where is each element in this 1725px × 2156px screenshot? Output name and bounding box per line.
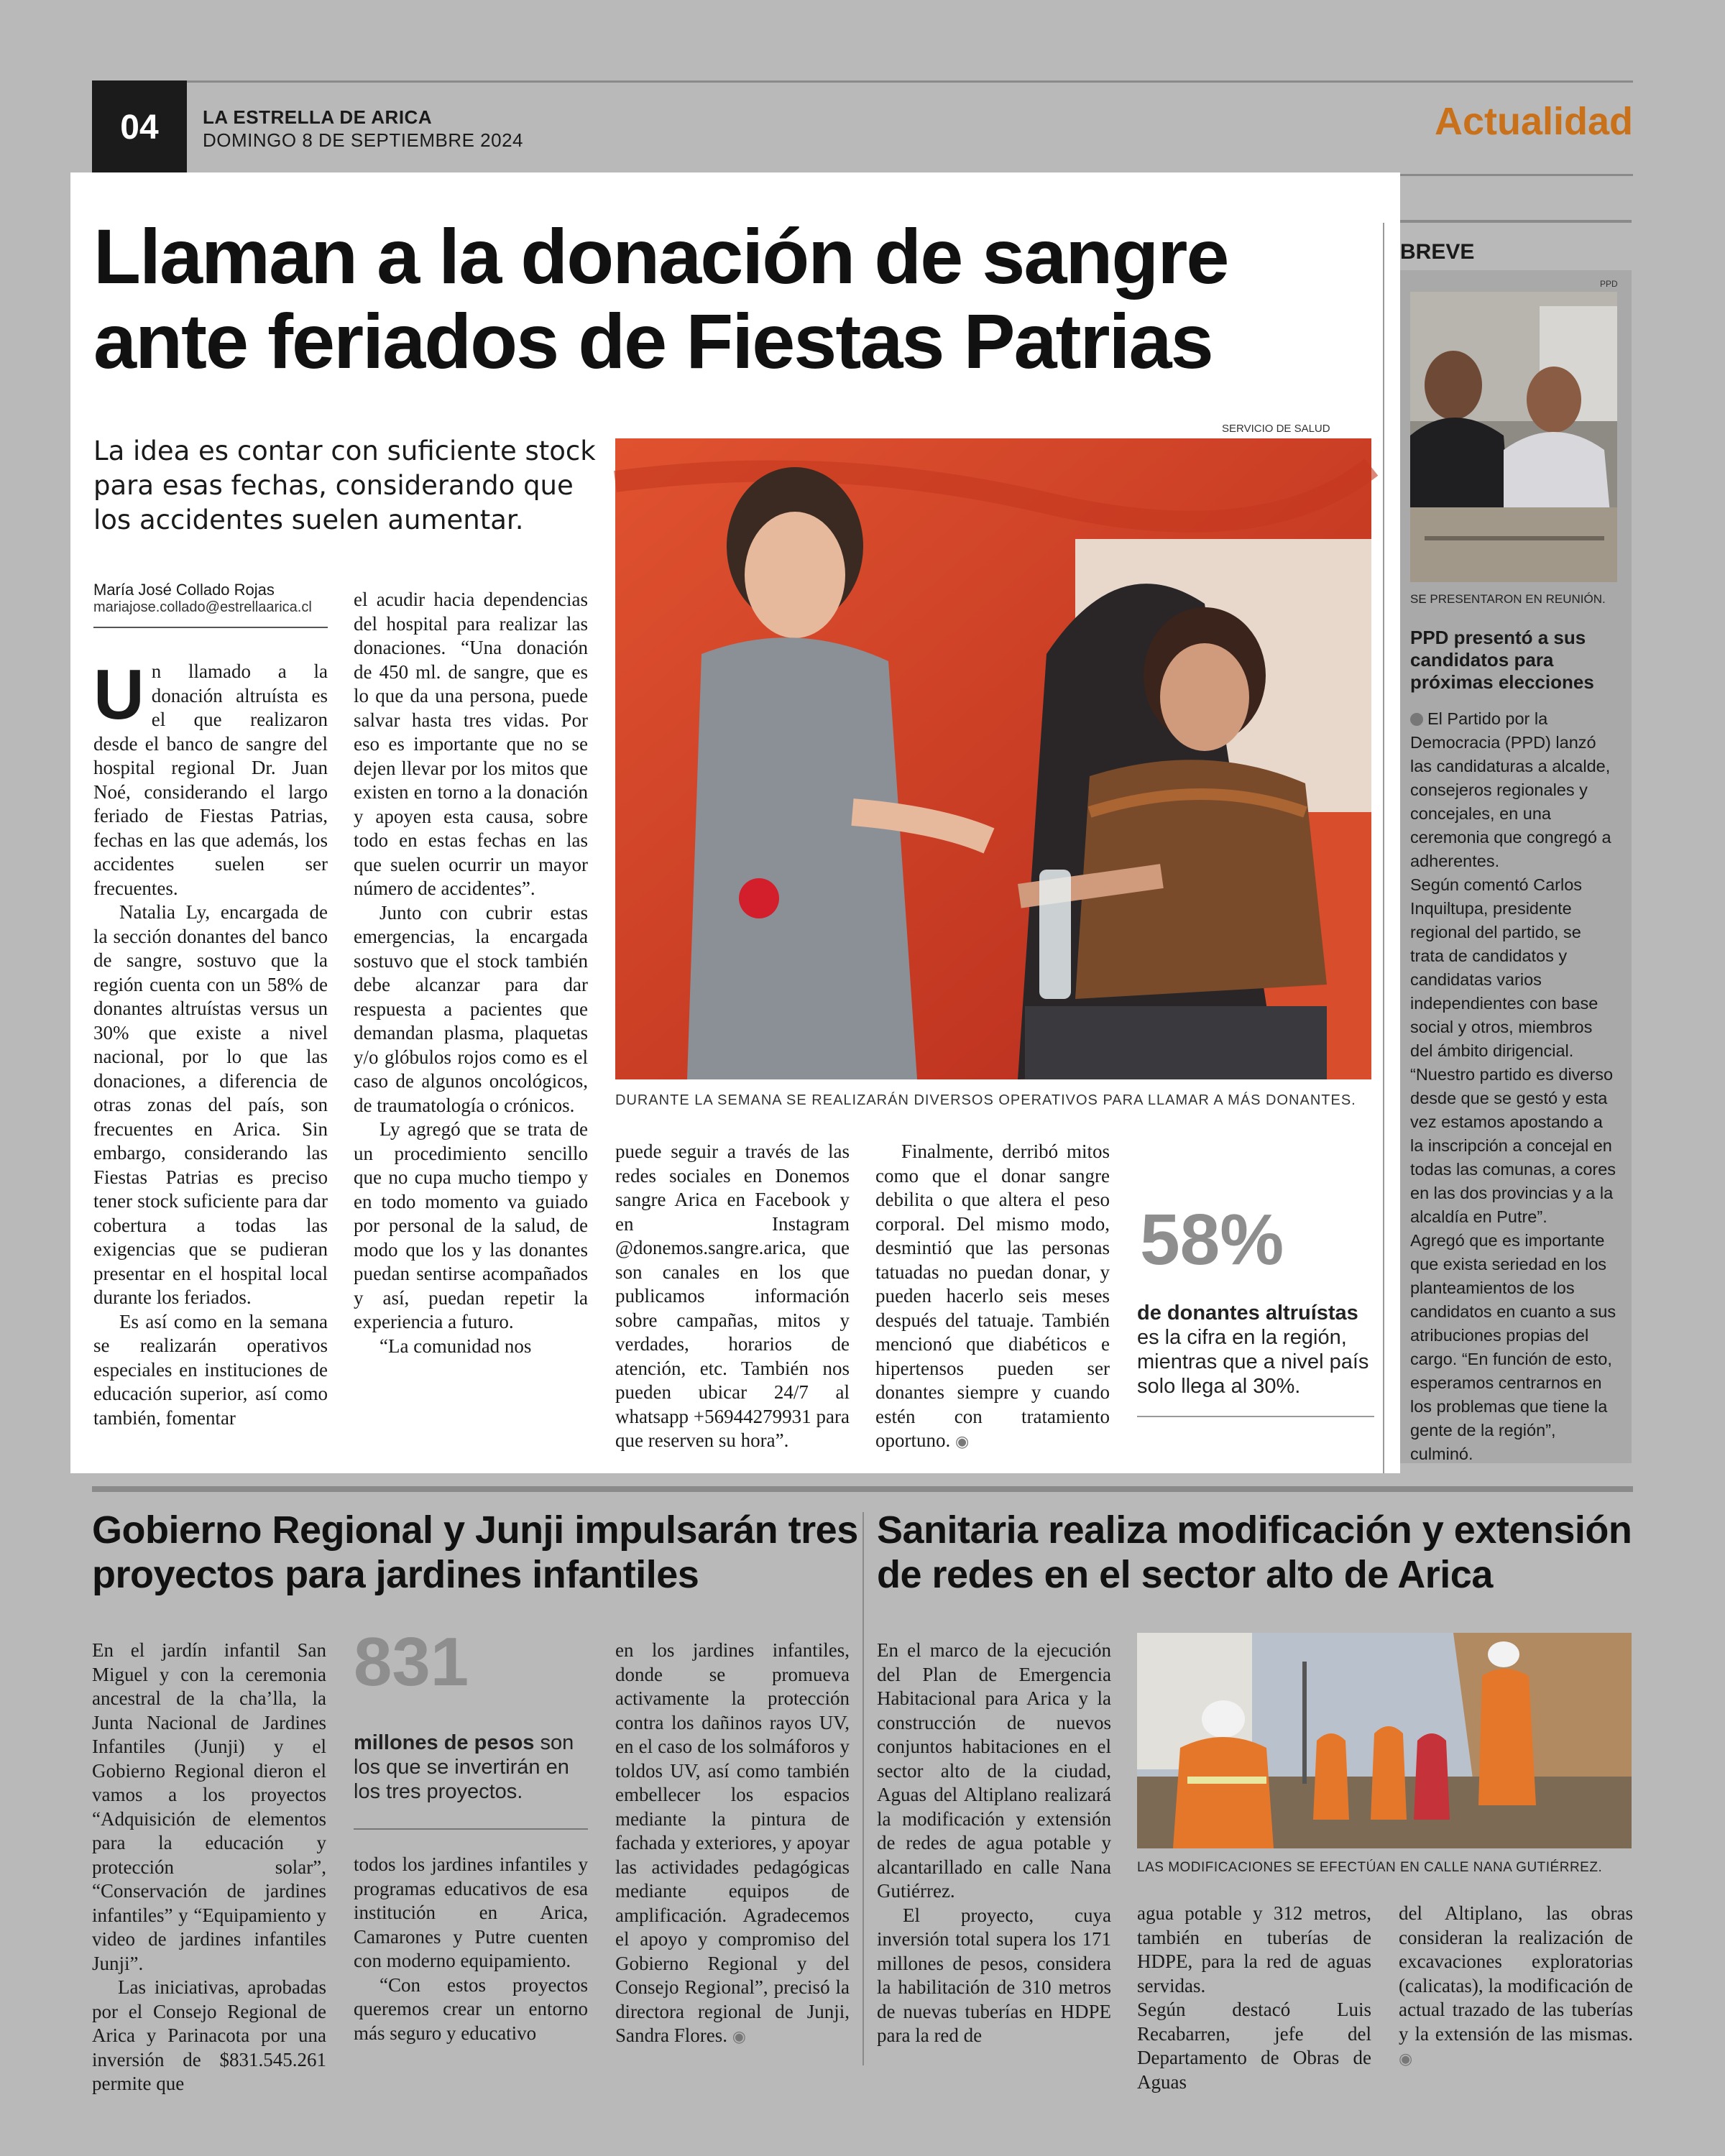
sanitaria-column-3	[1399, 1902, 1633, 2067]
paragraph: Ly agregó que se trata de un procedimiento sencillo que no cupa mucho tiempo y en todo momento va guiado por personal de la salud, de modo que los y las donantes puedan sentirse acompañados y así, puedan repetir la experiencia a futuro.	[354, 1118, 588, 1332]
stat-rule	[1137, 1416, 1374, 1417]
column-divider	[1383, 223, 1384, 1473]
junji-stat-number: 831	[354, 1623, 469, 1700]
paragraph-text: en los jardines infantiles, donde se promueva activamente la protección contra los dañinos rayos UV, en el caso de los solmáforos y toldos UV, así como también embellecer los espacios mediante la pintura de fachada y exteriores, y apoyar las actividades pedagógicas mediante equipos de amplificación. Agradecemos el apoyo y compromiso del Gobierno Regional y del Consejo Regional”, precisó la directora regional de Junji, Sandra Flores.	[615, 1639, 850, 2046]
photo-caption: DURANTE LA SEMANA SE REALIZARÁN DIVERSOS OPERATIVOS PARA LLAMAR A MÁS DONANTES.	[615, 1092, 1356, 1108]
stat-bold: millones de pesos	[354, 1731, 535, 1754]
main-article-column-2	[354, 588, 588, 1450]
publication-date: DOMINGO 8 DE SEPTIEMBRE 2024	[203, 129, 524, 151]
junji-article-title: Gobierno Regional y Junji impulsarán tres proyectos para jardines infantiles	[92, 1508, 858, 1596]
end-mark-icon: ◉	[955, 1432, 970, 1450]
paragraph: “La comunidad nos	[380, 1335, 532, 1357]
main-article-column-4	[875, 1140, 1110, 1449]
breve-photo-credit: PPD	[1600, 279, 1618, 289]
page-number: 04	[92, 80, 187, 174]
bottom-section-rule	[92, 1486, 1633, 1492]
junji-stat-description	[354, 1731, 588, 1804]
stat-text: son los que se invertirán en los tres proyectos.	[354, 1731, 574, 1803]
drop-cap: U	[93, 655, 144, 734]
end-mark-icon: ◉	[1399, 2050, 1413, 2068]
construction-photo-illustration	[1137, 1633, 1632, 1848]
blood-donation-photo	[615, 438, 1371, 1079]
sanitaria-column-1	[877, 1639, 1111, 2070]
paragraph	[1410, 707, 1619, 873]
end-mark-icon: ◉	[732, 2027, 746, 2045]
breve-meeting-photo	[1410, 292, 1617, 582]
paragraph-text: del Altiplano, las obras consideran la realización de excavaciones exploratorias (calicatas), la modificación de actual trazado de las tuberías y la extensión de las mismas.	[1399, 1902, 1633, 2045]
breve-body	[1410, 707, 1619, 1463]
paragraph-text: Finalmente, derribó mitos como que el donar sangre debilita o que altera el peso corporal. Del mismo modo, desmintió que las personas tatuadas no puedan donar, y pueden hacerlo seis meses después del tatuaje. También mencionó que diabéticos e hipertensos pueden ser donantes siempre y cuando estén con tratamiento oportuno.	[875, 1141, 1110, 1451]
author-email: mariajose.collado@estrellaarica.cl	[93, 599, 312, 615]
publication-name: LA ESTRELLA DE ARICA	[203, 106, 433, 128]
header-top-rule	[92, 80, 1633, 83]
paragraph: n llamado a la donación altruísta es el que realizaron desde el banco de sangre del hospital regional Dr. Juan Noé, considerando el largo feriado de Fiestas Patrias, fechas en las que además, los accidentes suelen ser frecuentes.	[93, 660, 328, 899]
breve-top-bar	[1400, 220, 1632, 223]
photo-illustration	[615, 438, 1371, 1079]
stat-bold: de donantes altruístas	[1137, 1302, 1358, 1325]
junji-column-3	[615, 1639, 850, 2070]
junji-column-2	[354, 1853, 588, 2068]
breve-photo-illustration	[1410, 292, 1617, 582]
junji-stat-rule	[354, 1828, 588, 1830]
paragraph: Es así como en la semana se realizarán operativos especiales en instituciones de educación superior, así como también, fomentar	[93, 1310, 328, 1429]
junji-column-1	[92, 1639, 326, 2094]
breve-label: BREVE	[1400, 240, 1475, 264]
main-article-column-3	[615, 1140, 850, 1449]
paragraph	[1399, 1902, 1633, 2071]
paragraph: Las iniciativas, aprobadas por el Consejo Regional de Arica y Parinacota por una inversión de $831.545.261 permite que	[92, 1976, 326, 2094]
section-name: Actualidad	[1434, 100, 1633, 143]
paragraph: Según comentó Carlos Inquiltupa, presidente regional del partido, se trata de candidatos y candidatas varios independientes con base social y otros, miembros del ámbito dirigencial. “Nuestro partido es diverso desde que se gestó y esta vez estamos apostando a la inscripción a concejal en todas las comunas, a cores en las dos provincias y a la alcaldía en Putre”.	[1410, 875, 1616, 1226]
paragraph: “Con estos proyectos queremos crear un entorno más seguro y educativo	[354, 1973, 588, 2044]
paragraph	[615, 1639, 850, 2049]
breve-photo-caption: SE PRESENTARON EN REUNIÓN.	[1410, 592, 1606, 606]
main-article-column-1	[93, 655, 328, 1450]
paragraph: agua potable y 312 metros, también en tuberías de HDPE, para la red de aguas servidas.	[1137, 1902, 1371, 1996]
paragraph: Natalia Ly, encargada de la sección donantes del banco de sangre, sostuvo que la región cuenta con un 58% de donantes altruístas versus un 30% que existe a nivel nacional, por lo que las donaciones, a diferencia de otras zonas del país, son frecuentes en Arica. Sin embargo, considerando las Fiestas Patrias es preciso tener stock suficiente para dar cobertura a todas las exigencias que se pudieran presentar en el hospital local durante los feriados.	[93, 901, 328, 1308]
paragraph: Agregó que es importante que exista seriedad en los planteamientos de los candidatos en cuanto a sus atribuciones propias del cargo. “En función de esto, esperamos centrarnos en los problemas que tiene la gente de la región”, culminó.	[1410, 1231, 1616, 1463]
sanitaria-article-title: Sanitaria realiza modificación y extensión de redes en el sector alto de Arica	[877, 1508, 1632, 1596]
stat-number: 58%	[1140, 1199, 1284, 1280]
photo-credit: SERVICIO DE SALUD	[1222, 423, 1330, 435]
paragraph-text: El Partido por la Democracia (PPD) lanzó las candidaturas a alcalde, consejeros regionales y concejales, en una ceremonia que congregó a adherentes.	[1410, 709, 1611, 870]
author-rule	[93, 627, 328, 628]
bullet-icon	[1410, 713, 1423, 726]
construction-workers-photo	[1137, 1633, 1632, 1848]
sanitaria-photo-caption: LAS MODIFICACIONES SE EFECTÚAN EN CALLE NANA GUTIÉRREZ.	[1137, 1860, 1603, 1875]
paragraph: En el jardín infantil San Miguel y con la ceremonia ancestral de la cha’lla, la Junta Nacional de Jardines Infantiles (Junji) y el Gobierno Regional dieron el vamos a los proyectos “Adquisición de elementos para la educación y protección solar”, “Conservación de jardines infantiles” y “Equipamiento y video de jardines infantiles Junji”.	[92, 1639, 326, 1974]
author-name: María José Collado Rojas	[93, 581, 275, 599]
breve-headline: PPD presentó a sus candidatos para próximas elecciones	[1410, 627, 1594, 693]
stat-description	[1137, 1301, 1374, 1399]
stat-text: es la cifra en la región, mientras que a nivel país solo llega al 30%.	[1137, 1326, 1369, 1398]
paragraph: Junto con cubrir estas emergencias, la encargada sostuvo que el stock también debe alcanzar para dar respuesta a pacientes que demandan plasma, plaquetas y/o glóbulos rojos como es el caso de algunos oncológicos, de traumatología o crónicos.	[354, 901, 588, 1116]
main-article-title: Llaman a la donación de sangre ante feriados de Fiestas Patrias	[93, 213, 1228, 384]
sanitaria-column-2	[1137, 1902, 1371, 2093]
paragraph	[875, 1140, 1110, 1454]
paragraph: En el marco de la ejecución del Plan de Emergencia Habitacional para Arica y la construcción de nuevos conjuntos habitaciones en el sector alto de la ciudad, Aguas del Altiplano realizará la modificación y extensión de redes de agua potable y alcantarillado en calle Nana Gutiérrez.	[877, 1639, 1111, 1902]
paragraph: el acudir hacia dependencias del hospital para realizar las donaciones. “Una donación de 450 ml. de sangre, que es lo que da una persona, puede salvar hasta tres vidas. Por eso es importante que no se dejen llevar por los mitos que existen en torno a la donación y apoyen esta causa, sobre todo en estas fechas en las que suelen ocurrir un mayor número de accidentes”.	[354, 589, 588, 899]
paragraph: El proyecto, cuya inversión total supera los 171 millones de pesos, considera la habilitación de 310 metros de nuevas tuberías en HDPE para la red de	[877, 1904, 1111, 2046]
paragraph: Según destacó Luis Recabarren, jefe del Departamento de Obras de Aguas	[1137, 1999, 1371, 2093]
paragraph: todos los jardines infantiles y programas educativos de esa institución en Arica, Camarones y Putre cuenten con moderno equipamiento.	[354, 1853, 588, 1971]
main-article-subtitle: La idea es contar con suficiente stock para esas fechas, considerando que los accidentes suelen aumentar.	[93, 436, 596, 535]
paragraph: puede seguir a través de las redes sociales en Donemos sangre Arica en Facebook y en Instagram @donemos.sangre.arica, que son canales en los que publicamos información sobre campañas, mitos y verdades, horarios de atención, etc. También nos pueden ubicar 24/7 al whatsapp +56944279931 para que reserven su hora”.	[615, 1141, 850, 1451]
